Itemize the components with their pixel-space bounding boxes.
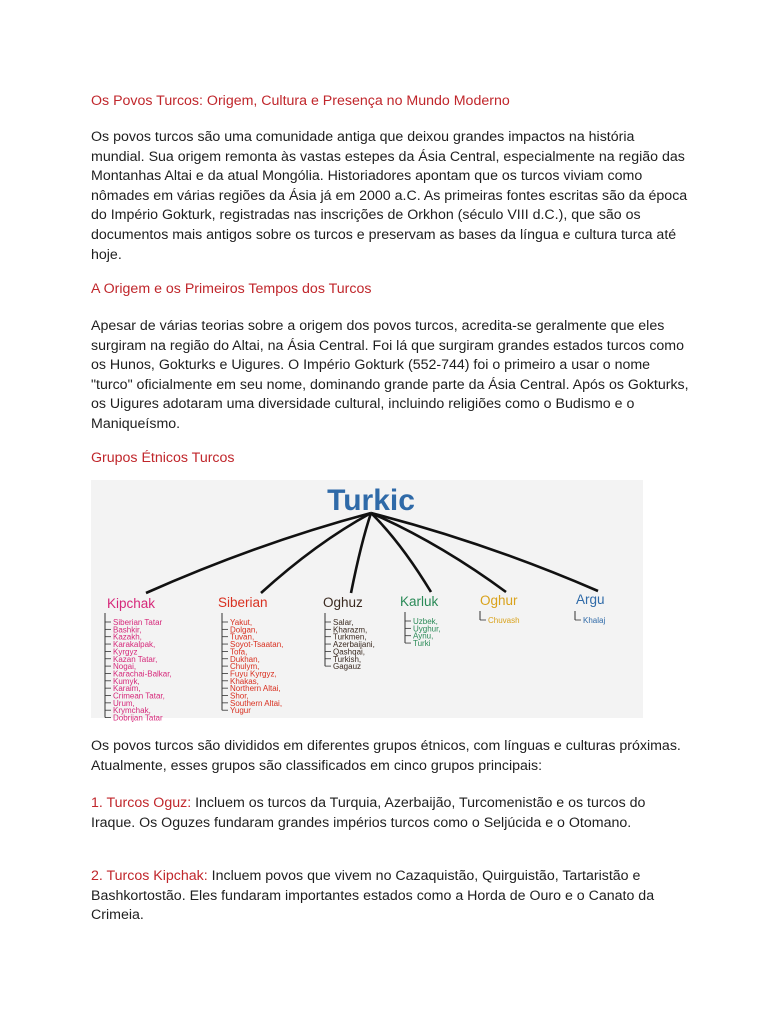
branch-label-kipchak: Kipchak (107, 596, 156, 611)
section-heading-origin: A Origem e os Primeiros Tempos dos Turcos (91, 281, 372, 297)
branch-item-kipchak: Karakalpak, (113, 640, 156, 650)
branch-label-argu: Argu (576, 592, 605, 607)
diagram-root-label: Turkic (327, 484, 415, 517)
branch-item-siberian: Fuyu Kyrgyz, (230, 669, 277, 679)
branch-item-kipchak: Kumyk, (113, 676, 140, 686)
branch-item-kipchak: Urum, (113, 698, 135, 708)
branch-item-siberian: Yakut, (230, 618, 253, 627)
branch-item-kipchak: Karaim, (113, 684, 141, 694)
branch-item-kipchak: Dobrijan Tatar (113, 713, 163, 723)
branch-item-kipchak: Bashkir, (113, 625, 142, 635)
branch-label-karluk: Karluk (400, 594, 439, 609)
branch-line-oghur (371, 513, 506, 592)
branch-item-siberian: Tuvan, (230, 632, 255, 642)
branch-item-siberian: Dolgan, (230, 625, 258, 635)
branch-item-kipchak: Siberian Tatar (113, 618, 163, 627)
branch-item-siberian: Yugur (230, 706, 251, 716)
branch-item-siberian: Shor, (230, 691, 249, 701)
group-item-kipchak (91, 867, 691, 926)
group-item-oguz (91, 794, 691, 833)
branch-line-kipchak (146, 513, 371, 593)
branch-label-siberian: Siberian (218, 595, 268, 610)
group-item-oguz-label: 1. Turcos Oguz: (91, 795, 192, 811)
intro-paragraph: Os povos turcos são uma comunidade antiga que deixou grandes impactos na história mundial. Sua origem remonta às vastas estepes da Ásia Central, especialmente na região das Montanhas Altai e da atual Mongólia. Historiadores apontam que os turcos viviam como nômades em várias regiões da Ásia já em 2000 a.C. As primeiras fontes escritas são da época do Império Gokturk, registradas nas inscrições de Orkhon (século VIII d.C.), que são os documentos mais antigos sobre os turcos e preservam as bases da língua e cultura turca até hoje. (91, 129, 688, 263)
group-item-kipchak-label: 2. Turcos Kipchak: (91, 868, 208, 884)
document-title: Os Povos Turcos: Origem, Cultura e Presença no Mundo Moderno (91, 93, 510, 109)
branch-item-kipchak: Kazakh, (113, 632, 142, 642)
branch-item-siberian: Tofa, (230, 647, 248, 657)
branch-item-kipchak: Crimean Tatar, (113, 691, 165, 701)
branch-item-oghur: Chuvash (488, 616, 520, 625)
branch-item-siberian: Khakas, (230, 676, 259, 686)
branch-item-oghuz: Kharazm, (333, 625, 368, 635)
groups-intro-paragraph: Os povos turcos são divididos em diferentes grupos étnicos, com línguas e culturas próximas. Atualmente, esses grupos são classificados em cinco grupos principais: (91, 738, 681, 774)
branch-item-oghuz: Qashqai, (333, 647, 366, 657)
group-item-oguz-text: Incluem os turcos da Turquia, Azerbaijão, Turcomenistão e os turcos do Iraque. Os Oguzes fundaram grandes impérios turcos como o Seljúcida e o Otomano. (91, 795, 646, 831)
branch-item-karluk: Turki (413, 639, 431, 649)
origin-paragraph: Apesar de várias teorias sobre a origem dos povos turcos, acredita-se geralmente que eles surgiram na região do Altai, na Ásia Central. Foi lá que surgiram grandes estados turcos como os Hunos, Gokturks e Uigures. O Império Gokturk (552-744) foi o primeiro a usar o nome "turco" oficialmente em seu nome, dominando grande parte da Ásia Central. Após os Gokturks, os Uigures adotaram uma diversidade cultural, incluindo religiões como o Budismo e o Maniqueísmo. (91, 318, 689, 432)
branch-item-kipchak: Krymchak, (113, 706, 151, 716)
branch-item-karluk: Uyghur, (413, 624, 441, 634)
branch-line-karluk (371, 513, 431, 592)
branch-label-oghuz: Oghuz (323, 595, 363, 610)
section-heading-groups: Grupos Étnicos Turcos (91, 450, 235, 466)
branch-item-siberian: Northern Altai, (230, 684, 281, 694)
branch-item-siberian: Southern Altai, (230, 698, 283, 708)
branch-label-oghur: Oghur (480, 593, 518, 608)
turkic-family-diagram (91, 480, 643, 723)
branch-item-oghuz: Azerbaijani, (333, 640, 375, 650)
branch-item-karluk: Uzbek, (413, 617, 438, 626)
branch-item-kipchak: Nogai, (113, 662, 137, 672)
branch-item-siberian: Dukhan, (230, 654, 260, 664)
branch-item-oghuz: Gagauz (333, 662, 362, 672)
branch-item-karluk: Aynu, (413, 631, 434, 641)
group-item-kipchak-text: Incluem povos que vivem no Cazaquistão, Quirguistão, Tartaristão e Bashkortostão. Eles fundaram importantes estados como a Horda de Ouro e o Canato da Crimeia. (91, 868, 655, 924)
branch-line-oghuz (351, 513, 371, 593)
branch-item-oghuz: Turkish, (333, 654, 362, 664)
branch-item-kipchak: Karachai-Balkar, (113, 669, 172, 679)
branch-item-kipchak: Kyrgyz (113, 647, 138, 657)
branch-item-kipchak: Kazan Tatar, (113, 654, 158, 664)
branch-item-oghuz: Salar, (333, 618, 354, 627)
branch-item-argu: Khalaj (583, 616, 606, 625)
branch-item-oghuz: Turkmen, (333, 632, 367, 642)
branch-item-siberian: Chulym, (230, 662, 260, 672)
branch-item-siberian: Soyot-Tsaatan, (230, 640, 284, 650)
